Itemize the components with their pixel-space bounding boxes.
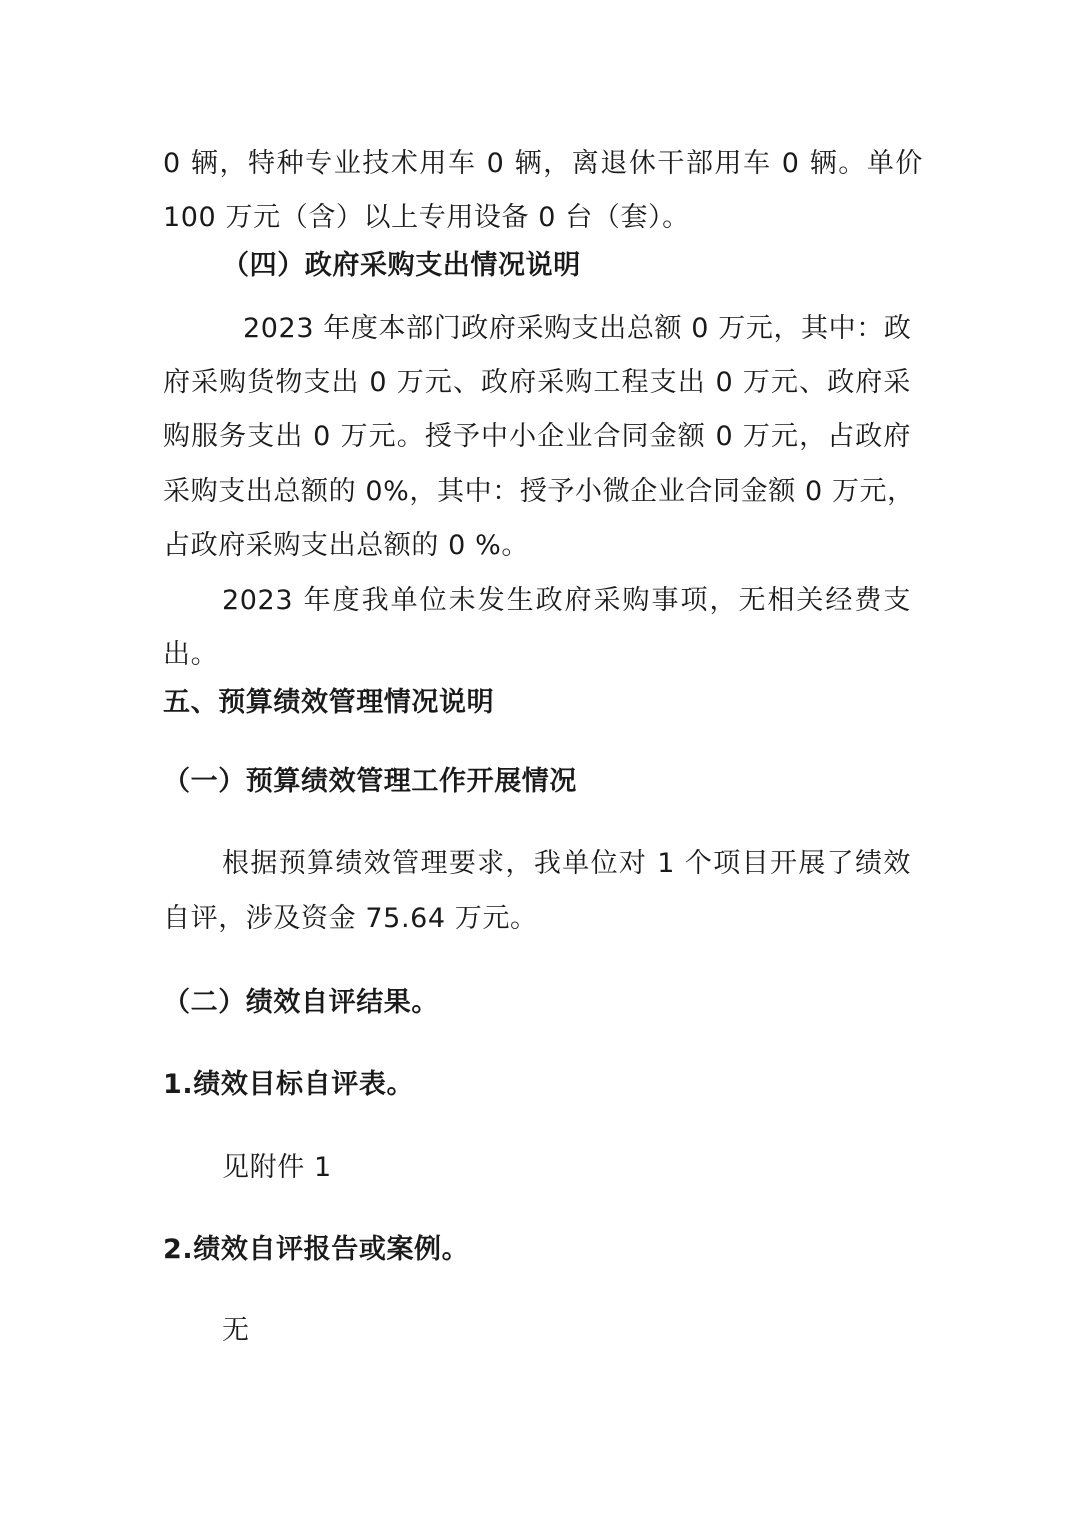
paragraph-procurement-line-1: 2023 年度本部门政府采购支出总额 0 万元，其中：政 [243,313,912,344]
paragraph-procurement-line-5: 占政府采购支出总额的 0 %。 [163,530,529,561]
paragraph-procurement-line-4: 采购支出总额的 0%，其中：授予小微企业合同金额 0 万元， [163,476,915,507]
paragraph-no-procurement-line-1: 2023 年度我单位未发生政府采购事项，无相关经费支 [222,585,911,616]
item-1-content: 见附件 1 [222,1152,332,1183]
heading-procurement: （四）政府采购支出情况说明 [222,250,581,281]
item-1-heading: 1.绩效目标自评表。 [163,1069,415,1100]
paragraph-performance-line-2: 自评，涉及资金 75.64 万元。 [163,903,538,934]
paragraph-performance-line-1: 根据预算绩效管理要求，我单位对 1 个项目开展了绩效 [222,848,911,879]
sub-heading-2: （二）绩效自评结果。 [163,987,439,1018]
paragraph-vehicles-line-1: 0 辆，特种专业技术用车 0 辆，离退休干部用车 0 辆。单价 [163,148,923,179]
sub-heading-1: （一）预算绩效管理工作开展情况 [163,766,577,797]
section-five-heading: 五、预算绩效管理情况说明 [163,687,495,718]
paragraph-no-procurement-line-2: 出。 [163,639,219,670]
paragraph-vehicles-line-2: 100 万元（含）以上专用设备 0 台（套）。 [163,202,690,233]
item-2-heading: 2.绩效自评报告或案例。 [163,1234,470,1265]
item-2-content: 无 [222,1315,250,1346]
paragraph-procurement-line-2: 府采购货物支出 0 万元、政府采购工程支出 0 万元、政府采 [163,367,911,398]
paragraph-procurement-line-3: 购服务支出 0 万元。授予中小企业合同金额 0 万元，占政府 [163,421,911,452]
